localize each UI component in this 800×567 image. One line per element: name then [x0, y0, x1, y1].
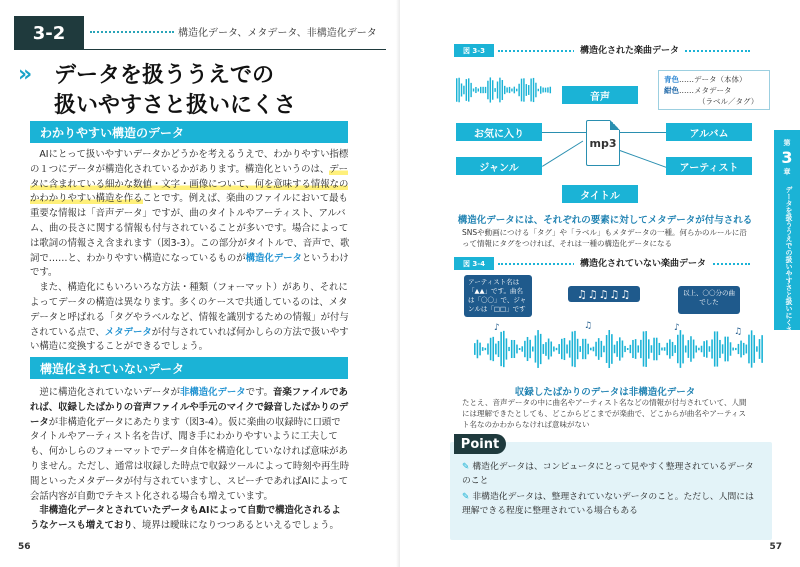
wave-bar	[651, 345, 653, 353]
text-run: ことです。例えば、楽曲のファイルにおいて最も重要な情報は「音声データ」ですが、曲のタイトルやアーティスト、アルバム、曲の長さに関する情報も付与されていることが多いです。場合によっては歌詞の情報さえ含まれます（図3-3）。この部分がタイトルで、音声で、歌詞で……と、わかりやすい構造になっているものが	[30, 193, 350, 264]
wave-bar	[542, 88, 543, 93]
wave-bar	[497, 82, 498, 99]
svg-text:♫: ♫	[734, 327, 743, 337]
wave-bar	[485, 348, 487, 350]
text-run: メタデータ	[104, 326, 152, 338]
wave-bar	[748, 335, 750, 364]
text-run: また、構造化にもいろいろな方法・種類（フォーマット）があり、それによってデータの構造は異なります。多くのケースで共通しているのは、メタデータと呼ばれる「タグやラベルなど、情報を識別するための情報」が付与されている点で、	[30, 282, 349, 338]
waveform-icon	[456, 66, 552, 110]
wave-bar	[703, 341, 705, 357]
figure-3-4-badge: 図 3-4	[454, 257, 494, 270]
paragraph-4	[30, 504, 350, 534]
paragraph-2	[30, 281, 350, 355]
wave-bar	[509, 87, 510, 93]
body-text-structured	[30, 148, 350, 353]
wave-bar	[545, 88, 546, 93]
wave-bar	[672, 342, 674, 356]
color-legend	[658, 70, 770, 110]
wave-bar	[669, 339, 671, 358]
wave-bar	[516, 345, 518, 354]
wave-bar	[727, 337, 729, 362]
wave-bar	[523, 78, 524, 101]
wave-bar	[619, 337, 621, 360]
wave-bar	[746, 345, 748, 354]
section-header-rule	[14, 49, 386, 50]
wave-bar	[558, 344, 560, 354]
wave-bar	[540, 334, 542, 364]
wave-bar	[535, 83, 536, 98]
wave-bar	[627, 348, 629, 350]
wave-bar	[653, 338, 655, 361]
legend-navy-desc2: （ラベル／タグ）	[698, 97, 759, 106]
subheading-structured: わかりやすい構造のデータ	[30, 121, 348, 143]
wave-bar	[698, 348, 700, 351]
pencil-icon: ✎	[462, 492, 470, 502]
wave-bar	[637, 345, 639, 352]
wave-bar	[504, 86, 505, 94]
legend-navy-desc: ……メタデータ	[679, 86, 732, 95]
wave-bar	[577, 339, 579, 359]
wave-bar	[711, 339, 713, 358]
wave-bar	[487, 81, 488, 100]
wave-bar	[516, 89, 517, 92]
paragraph-3	[30, 386, 350, 504]
wave-bar	[533, 78, 534, 102]
wave-bar	[564, 338, 566, 360]
wave-bar	[640, 340, 642, 358]
wave-bar	[582, 339, 584, 359]
text-run: というわけです。	[30, 252, 349, 279]
legend-navy-label: 紺色	[664, 86, 679, 95]
chapter-side-title: データを扱ううえでの扱いやすさと扱いにくさ	[785, 186, 793, 333]
speech-bubble-end: 以上、〇〇分の曲でした	[678, 286, 740, 314]
page-title	[14, 58, 386, 118]
wave-bar	[494, 88, 495, 92]
wave-bar	[479, 343, 481, 356]
chapter-side-tab	[774, 130, 800, 333]
text-run: 非構造化データ	[180, 387, 246, 398]
paragraph-1	[30, 148, 350, 281]
text-run: AIにとって扱いやすいデータかどうかを考えるうえで、わかりやすい指標の１つにデータが構造化されているかがあります。構造化というのは、	[30, 149, 349, 175]
wave-bar	[487, 343, 489, 354]
connector-line	[542, 141, 583, 167]
figure-3-4-title: 構造化されていない楽曲データ	[574, 256, 712, 269]
wave-bar	[756, 346, 758, 351]
figure-3-4-caption: 収録したばかりのデータは非構造化データ	[514, 387, 696, 398]
pencil-icon: ✎	[462, 462, 470, 472]
wave-bar	[693, 340, 695, 359]
right-page	[400, 0, 800, 567]
wave-bar	[635, 339, 637, 359]
wave-bar	[569, 340, 571, 357]
wave-bar	[503, 331, 505, 367]
wave-bar	[478, 88, 479, 91]
wave-bar	[529, 340, 531, 358]
wave-bar	[490, 338, 492, 360]
wave-bar	[624, 346, 626, 352]
mp3-label: mp3	[589, 137, 617, 150]
wave-bar	[535, 335, 537, 362]
wave-bar	[666, 343, 668, 355]
wave-bar	[511, 89, 512, 92]
wave-bar	[458, 78, 459, 103]
text-run: データに含まれている細かな数値・文字・画像について、何を意味する情報なのかわかりやすい構造を作る	[30, 163, 349, 205]
wave-bar	[498, 341, 500, 357]
wave-bar	[495, 344, 497, 355]
point-item-2-text: 非構造化データは、整理されていないデータのこと。ただし、人間には理解できる程度に整理されている場合もある	[462, 492, 754, 516]
subheading-unstructured: 構造化されていないデータ	[30, 357, 348, 379]
wave-bar	[492, 337, 494, 361]
text-run: 音楽ファイルであれば、収録したばかりの音声ファイルや手元のマイクで録音したばかりのデータ	[30, 387, 349, 428]
connector-line	[620, 132, 666, 133]
chapter-prefix: 第	[783, 139, 791, 147]
wave-bar	[587, 344, 589, 355]
wave-bar	[719, 340, 721, 358]
wave-bar	[474, 343, 476, 355]
wave-bar	[553, 346, 555, 351]
section-subtitle: 構造化データ、メタデータ、非構造化データ	[178, 28, 377, 39]
wave-bar	[738, 344, 740, 354]
wave-bar	[500, 332, 502, 366]
wave-bar	[473, 88, 474, 91]
wave-bar	[630, 345, 632, 353]
wave-bar	[545, 342, 547, 356]
wave-bar	[661, 348, 663, 351]
wave-bar	[561, 339, 563, 359]
node-sound: 音声	[562, 86, 638, 104]
page-number-right: 57	[769, 542, 782, 552]
wave-bar	[601, 341, 603, 357]
wave-bar	[685, 346, 687, 353]
legend-blue-desc: ……データ（本体）	[679, 75, 747, 84]
wave-bar	[482, 347, 484, 351]
figure-3-4-header	[454, 257, 754, 271]
wave-bar	[717, 331, 719, 366]
wave-bar	[701, 346, 703, 353]
wave-bar	[526, 84, 527, 96]
body-text-unstructured	[30, 386, 350, 532]
wave-bar	[611, 334, 613, 364]
wave-bar	[616, 341, 618, 357]
wave-bar	[759, 339, 761, 359]
long-waveform-icon	[474, 320, 764, 376]
wave-bar	[537, 330, 539, 368]
figure-3-3-note: SNSや動画につける「タグ」や「ラベル」もメタデータの一種。何らかのルールに沿って情報にタグをつければ、それは一種の構造化データになる	[462, 228, 747, 248]
wave-bar	[519, 348, 521, 350]
point-item-1	[462, 460, 762, 488]
wave-bar	[677, 335, 679, 363]
text-run: です。	[245, 387, 274, 398]
wave-bar	[572, 332, 574, 367]
wave-bar	[508, 347, 510, 351]
wave-bar	[706, 340, 708, 357]
wave-bar	[463, 86, 464, 95]
wave-bar	[528, 85, 529, 95]
wave-bar	[730, 342, 732, 355]
connector-line	[542, 132, 586, 133]
wave-bar	[550, 87, 551, 94]
page-title-line2: 扱いやすさと扱いにくさ	[54, 93, 297, 118]
wave-bar	[506, 87, 507, 92]
svg-text:♫: ♫	[584, 321, 593, 331]
wave-bar	[485, 87, 486, 93]
wave-bar	[674, 345, 676, 353]
page-title-line1: データを扱ううえでの	[54, 63, 275, 88]
text-run: 、境界は曖昧になりつつあるといえるでしょう。	[132, 520, 339, 532]
wave-bar	[724, 337, 726, 362]
wave-bar	[643, 331, 645, 366]
wave-bar	[659, 343, 661, 355]
speech-bubble-artist: アーティスト名は「▲▲」です。曲名は「〇〇」で、ジャンルは「□□」です	[464, 275, 532, 317]
wave-bar	[740, 341, 742, 358]
section-dotted-rule	[90, 31, 174, 33]
wave-bar	[598, 338, 600, 360]
figure-3-3-caption: 構造化データには、それぞれの要素に対してメタデータが付与される	[457, 215, 753, 226]
node-album: アルバム	[666, 123, 752, 141]
wave-bar	[688, 340, 690, 358]
wave-bar	[735, 348, 737, 350]
text-run: 構造化データ	[245, 252, 302, 264]
wave-bar	[506, 338, 508, 359]
chapter-suffix: 章	[783, 168, 791, 176]
wave-bar	[492, 80, 493, 100]
figure-3-4-note: たとえ、音声データの中に曲名やアーティスト名などの情報が付与されていて、人間には理解できたとしても、どこからどこまでが楽曲で、どこからが曲名やアーティスト名なのかわからなければ意味がない	[462, 398, 747, 429]
wave-bar	[608, 330, 610, 368]
wave-bar	[753, 335, 755, 363]
wave-bar	[579, 346, 581, 352]
text-run: が付与されていれば何かしらの方法で扱いやすい構造に変換することができるでしょう。	[30, 326, 349, 353]
wave-bar	[466, 79, 467, 101]
wave-bar	[622, 340, 624, 357]
svg-text:♪: ♪	[494, 323, 500, 333]
wave-bar	[540, 86, 541, 93]
double-chevron-icon: »	[18, 62, 33, 87]
wave-bar	[521, 346, 523, 351]
connector-line	[620, 150, 667, 168]
wave-bar	[468, 78, 469, 101]
chapter-num: 3	[781, 148, 793, 167]
wave-bar	[682, 335, 684, 364]
wave-bar	[606, 335, 608, 363]
wave-bar	[470, 83, 471, 97]
wave-bar	[548, 339, 550, 360]
wave-bar	[543, 344, 545, 354]
wave-bar	[714, 331, 716, 366]
speech-bubble-music: ♫♫♫♫♫	[568, 286, 640, 302]
wave-bar	[743, 343, 745, 355]
text-run: が非構造化データにあたります（図3-4）。仮に楽曲の収録時に口頭でタイトルやアーティスト名を告げ、聞き手にわかりやすいように工夫しても、何かしらのフォーマットでデータ自体を構造化していなければ意味がありません。ただし、通常は収録した時点で収録ツールによって時刻や再生時間といったメタデータが付与されていますし、スピーチであればAIによって会話内容が自動でテキスト化される場合も増えています。	[30, 416, 350, 502]
wave-bar	[477, 340, 479, 359]
point-item-2	[462, 490, 762, 518]
wave-bar	[656, 338, 658, 361]
figure-3-3-header	[454, 44, 754, 58]
wave-bar	[490, 77, 491, 102]
wave-bar	[680, 330, 682, 368]
wave-bar	[530, 79, 531, 102]
wave-bar	[690, 336, 692, 362]
point-label: Point	[454, 434, 506, 454]
wave-bar	[595, 342, 597, 357]
wave-bar	[632, 340, 634, 358]
wave-bar	[614, 345, 616, 353]
text-run: 非構造化データとされていたデータもAIによって自動で構造化されるようなケースも増えており	[30, 505, 341, 532]
wave-bar	[645, 331, 647, 367]
wave-bar	[664, 347, 666, 350]
wave-bar	[456, 78, 457, 101]
wave-bar	[524, 341, 526, 357]
node-title: タイトル	[562, 185, 638, 203]
wave-bar	[709, 346, 711, 352]
chapter-number	[774, 138, 800, 177]
wave-bar	[566, 345, 568, 354]
page-number-left: 56	[18, 542, 31, 552]
wave-bar	[695, 345, 697, 352]
wave-bar	[461, 83, 462, 96]
wave-bar	[502, 80, 503, 100]
wave-bar	[482, 87, 483, 93]
wave-bar	[648, 339, 650, 358]
wave-bar	[574, 331, 576, 367]
wave-bar	[518, 84, 519, 96]
wave-bar	[761, 335, 763, 363]
wave-bar	[585, 339, 587, 359]
svg-text:♪: ♪	[674, 323, 680, 333]
wave-bar	[547, 87, 548, 92]
wave-bar	[475, 87, 476, 93]
wave-bar	[556, 348, 558, 350]
wave-bar	[722, 344, 724, 353]
text-run: 逆に構造化されていないデータが	[39, 387, 181, 398]
wave-bar	[603, 346, 605, 353]
wave-bar	[590, 348, 592, 351]
wave-bar	[527, 337, 529, 361]
figure-3-3-badge: 図 3-3	[454, 44, 494, 57]
wave-bar	[593, 347, 595, 352]
section-number-tab: 3-2	[14, 16, 84, 50]
wave-bar	[538, 89, 539, 91]
wave-bar	[499, 78, 500, 103]
node-artist: アーティスト	[666, 157, 752, 175]
wave-bar	[511, 340, 513, 358]
wave-bar	[480, 87, 481, 93]
wave-bar	[514, 87, 515, 94]
wave-bar	[532, 346, 534, 351]
node-favorite: お気に入り	[456, 123, 542, 141]
wave-bar	[514, 340, 516, 358]
point-item-1-text: 構造化データは、コンピュータにとって見やすく整理されているデータのこと	[462, 462, 754, 486]
wave-bar	[751, 330, 753, 367]
wave-bar	[550, 342, 552, 357]
wave-bar	[732, 348, 734, 351]
figure-3-3-title: 構造化された楽曲データ	[574, 43, 685, 56]
node-genre: ジャンル	[456, 157, 542, 175]
legend-blue-label: 青色	[664, 75, 679, 84]
wave-bar	[521, 79, 522, 102]
